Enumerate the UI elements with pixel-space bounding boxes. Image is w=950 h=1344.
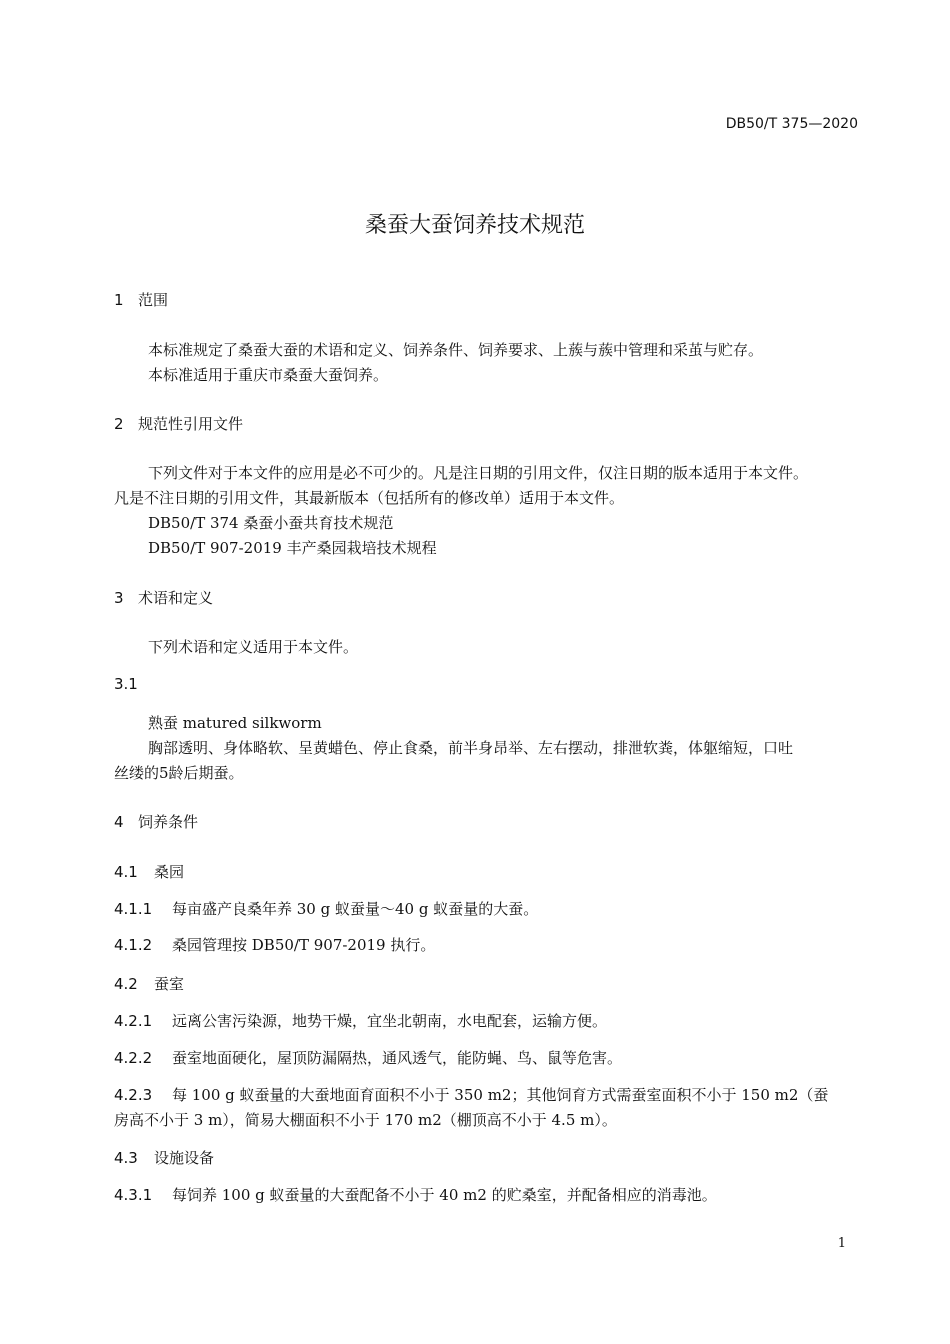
subsection-heading-4-3: 4.3 设施设备 bbox=[114, 1149, 215, 1167]
subsection-heading-4-2: 4.2 蚕室 bbox=[114, 975, 185, 993]
term-definition: 胸部透明、身体略软、呈黄蜡色、停止食桑，前半身昂举、左右摆动，排泄软粪，体躯缩短，口吐 bbox=[148, 739, 794, 757]
section-heading-1: 1 范围 bbox=[114, 291, 169, 309]
subsection-heading-4-1: 4.1 桑园 bbox=[114, 863, 185, 881]
page-number: 1 bbox=[837, 1236, 846, 1251]
clause: 4.2.3 每 100 g 蚁蚕量的大蚕地面育面积不小于 350 m2；其他饲育方式需蚕室面积不小于 150 m2（蚕 bbox=[114, 1086, 829, 1104]
paragraph: 下列文件对于本文件的应用是必不可少的。凡是注日期的引用文件，仅注日期的版本适用于本文件。 bbox=[148, 464, 809, 482]
reference-item: DB50/T 374 桑蚕小蚕共育技术规范 bbox=[148, 514, 394, 532]
term-number: 3.1 bbox=[114, 675, 138, 693]
document-number: DB50/T 375—2020 bbox=[725, 116, 858, 132]
clause-continuation: 房高不小于 3 m），简易大棚面积不小于 170 m2（棚顶高不小于 4.5 m）。 bbox=[114, 1111, 617, 1129]
clause: 4.3.1 每饲养 100 g 蚁蚕量的大蚕配备不小于 40 m2 的贮桑室，并配备相应的消毒池。 bbox=[114, 1186, 717, 1204]
paragraph: 凡是不注日期的引用文件，其最新版本（包括所有的修改单）适用于本文件。 bbox=[114, 489, 625, 507]
clause: 4.2.1 远离公害污染源，地势干燥，宜坐北朝南，水电配套，运输方便。 bbox=[114, 1012, 608, 1030]
clause: 4.1.1 每亩盛产良桑年养 30 g 蚁蚕量～40 g 蚁蚕量的大蚕。 bbox=[114, 900, 539, 918]
section-heading-4: 4 饲养条件 bbox=[114, 813, 199, 831]
clause: 4.2.2 蚕室地面硬化，屋顶防漏隔热，通风透气，能防蝇、鸟、鼠等危害。 bbox=[114, 1049, 623, 1067]
reference-item: DB50/T 907-2019 丰产桑园栽培技术规程 bbox=[148, 539, 437, 557]
section-heading-2: 2 规范性引用文件 bbox=[114, 415, 244, 433]
paragraph: 下列术语和定义适用于本文件。 bbox=[148, 638, 359, 656]
clause: 4.1.2 桑园管理按 DB50/T 907-2019 执行。 bbox=[114, 936, 436, 954]
paragraph: 本标准规定了桑蚕大蚕的术语和定义、饲养条件、饲养要求、上蔟与蔟中管理和采茧与贮存。 bbox=[148, 341, 764, 359]
term-definition: 丝缕的5龄后期蚕。 bbox=[114, 764, 244, 782]
section-heading-3: 3 术语和定义 bbox=[114, 589, 214, 607]
term-name: 熟蚕 matured silkworm bbox=[148, 714, 322, 732]
paragraph: 本标准适用于重庆市桑蚕大蚕饲养。 bbox=[148, 366, 389, 384]
document-title: 桑蚕大蚕饲养技术规范 bbox=[364, 213, 585, 238]
